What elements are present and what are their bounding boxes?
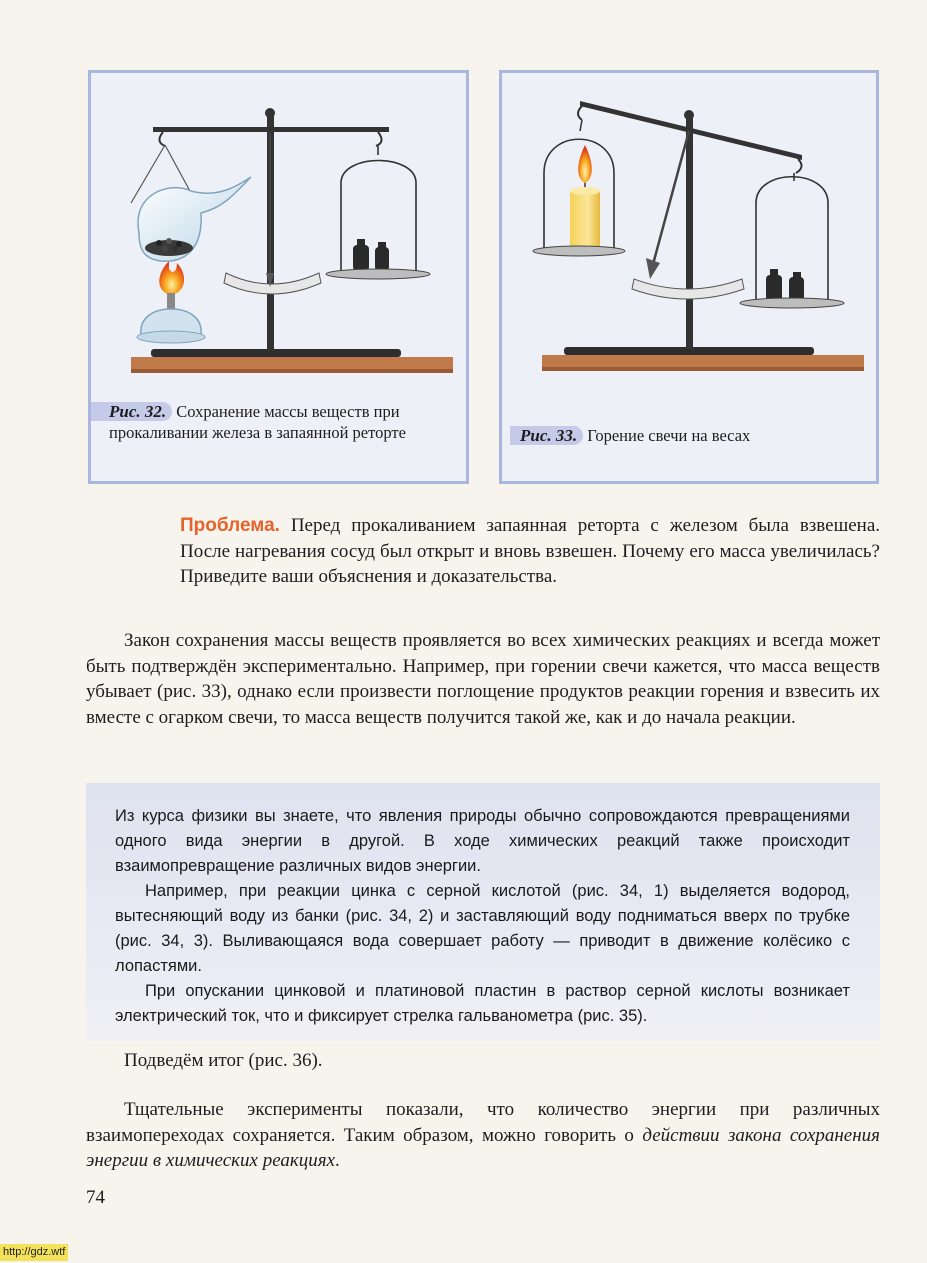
info-box xyxy=(86,783,880,1041)
figure-33-label: Рис. 33. xyxy=(510,426,583,445)
scale-pan xyxy=(326,269,430,279)
paragraph-energy-conservation xyxy=(86,1097,880,1174)
balance-candle-illustration xyxy=(502,73,876,481)
candle-flame xyxy=(578,145,592,183)
table-top xyxy=(542,355,864,369)
figure-33-caption xyxy=(520,425,860,446)
page-number: 74 xyxy=(86,1187,105,1208)
figure-32-caption xyxy=(109,401,429,443)
problem-block xyxy=(180,513,880,590)
info-paragraph-3: При опускании цинковой и платиновой пластин в раствор серной кислоты возникает электрический ток, что и фиксирует стрелка гальванометра (рис. 35). xyxy=(115,982,850,1025)
figure-33-caption-text: Горение свечи на весах xyxy=(587,426,751,445)
figure-32-label: Рис. 32. xyxy=(91,402,172,421)
balance-pillar xyxy=(686,113,693,349)
weight xyxy=(789,277,804,301)
table-top xyxy=(131,357,453,371)
paragraph-mass-conservation: Закон сохранения массы веществ проявляется во всех химических реакциях и всегда может быть подтверждён экспериментально. Например, при горении свечи кажется, что масса веществ убывает (рис. 33), однако если произвести поглощение продуктов реакции горения и взвесить их вместе с огарком свечи, то масса веществ получится такой же, как и до начала реакции. xyxy=(86,630,880,728)
burner-flame xyxy=(159,261,184,295)
scale-pan xyxy=(533,246,625,256)
paragraph-2-end: . xyxy=(335,1150,340,1171)
paragraph-2-text: Тщательные эксперименты показали, что количество энергии при различных взаимопереходах сохраняется. Таким образом, можно говорить о xyxy=(86,1099,880,1146)
weight xyxy=(353,245,369,271)
weight xyxy=(375,247,389,271)
figure-32 xyxy=(88,70,469,484)
info-paragraph-1: Из курса физики вы знаете, что явления природы обычно сопровождаются превращениями одного вида энергии в другой. В ходе химических реакций также происходит взаимопревращение различных видов энергии. xyxy=(115,807,850,875)
info-paragraph-2: Например, при реакции цинка с серной кислотой (рис. 34, 1) выделяется водород, вытесняющий воду из банки (рис. 34, 2) и заставляющий воду подниматься вверх по трубке (рис. 34, 3). Выливающаяся вода совершает работу — приводит в движение колёсико с лопастями. xyxy=(115,882,850,975)
summary-line: Подведём итог (рис. 36). xyxy=(124,1050,323,1071)
weight xyxy=(766,275,782,301)
scale-pan xyxy=(740,298,844,308)
paragraph-2-emphasis: действии закона сохранения энергии в химических реакциях xyxy=(86,1124,880,1171)
problem-text: Перед прокаливанием запаянная реторта с железом была взвешена. После нагревания сосуд был открыт и вновь взвешен. Почему его масса увеличилась? Приведите ваши объяснения и доказательства. xyxy=(180,515,881,587)
problem-label: Проблема. xyxy=(180,515,280,536)
watermark-link[interactable]: http://gdz.wtf xyxy=(0,1244,68,1261)
balance-base xyxy=(151,349,401,357)
balance-beam xyxy=(153,127,389,132)
candle xyxy=(570,191,600,251)
figure-33 xyxy=(499,70,879,484)
figure-32-caption-text: Сохранение массы веществ при прокаливании железа в запаянной реторте xyxy=(109,402,406,442)
